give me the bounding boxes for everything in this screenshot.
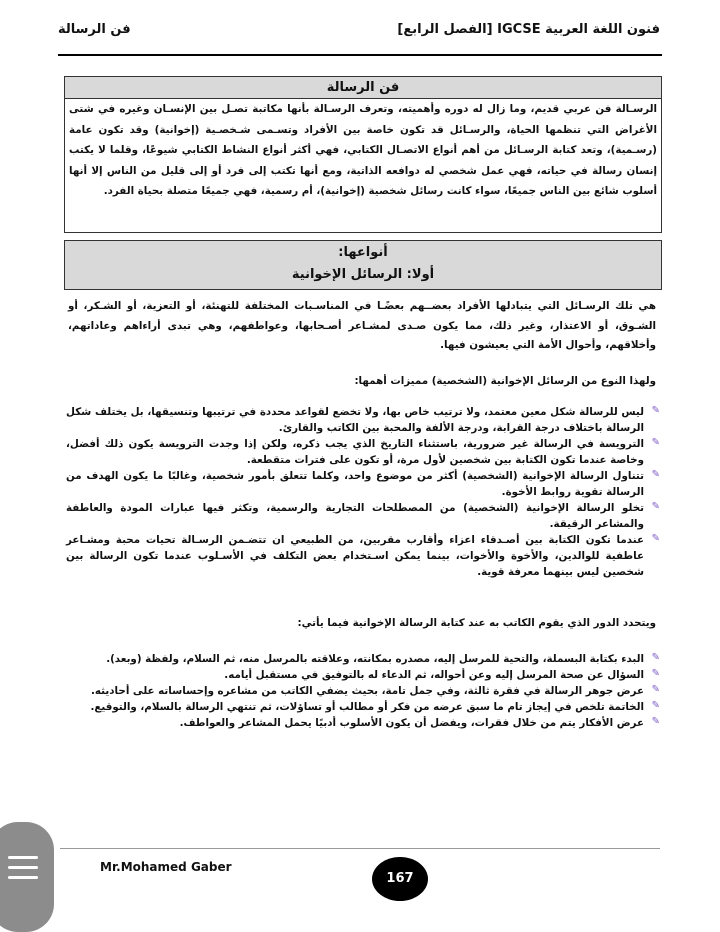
pen-bullet-icon: ✎ <box>651 405 660 416</box>
header-divider <box>58 54 662 56</box>
pen-bullet-icon: ✎ <box>651 469 660 480</box>
list-item-text: الخاتمة تلخص في إيجاز تام ما سبق عرضه من فكر أو مطالب أو تساؤلات، ثم تنتهي الرسالة بالسلام، والتوقيع. <box>90 701 644 713</box>
types-subheading: أولا: الرسائل الإخوانية <box>291 267 435 282</box>
list-item-text: تخلو الرسالة الإخوانية (الشخصية) من المصطلحات التجارية والرسمية، وتكثر فيها عبارات المودة والعاطفة والمشاعر الرقيقة. <box>66 502 644 530</box>
list-item-text: البدء بكتابة البسملة، والتحية للمرسل إليه، مصدره بمكانته، وعلاقته بالمرسل منه، ثم السلام، ولفظة (وبعد). <box>106 653 644 665</box>
pen-bullet-icon: ✎ <box>651 700 660 711</box>
footer-divider <box>60 848 660 849</box>
intro-box-body: الرسـالة فن عربي قديم، وما زال له دوره وأهميته، وتعرف الرسـالة بأنها مكاتبة تصـل بين الإنسـان وغيره في شتى الأغراض التي تنظمها الحياة، والرسـائل قد تكون خاصة بين الأفراد وتسـمى شـخصـية (إخوانية) وقد تكون عامة (رسـمية)، وتعد كتابة الرسـائل من أهم أنواع الاتصـال الكتابي، فهي أكثر أنواع النشاط الكتابي شيوعًا، وقلما لا يكتب إنسان رسالة في حياته، فهي عمل شخصي له دوافعه الذاتية، ومع أنها تكتب إلى فرد أو إلى قليل من الناس إلا أنها أسلوب شائع بين الناس جميعًا، سواء كانت رسائل شخصية (إخوانية)، أم رسمية، فهي جميعًا متصلة بحياة الفرد. <box>69 103 657 197</box>
pen-bullet-icon: ✎ <box>651 533 660 544</box>
list-item-text: ليس للرسالة شكل معين معتمد، ولا ترتيب خاص بها، ولا تخضع لقواعد محددة في ترتيبها وتنسيقها، بل يختلف شكل الرسالة باختلاف درجة القرابة، ودرجة الألفة والمحبة بين الكاتب والقارئ. <box>66 406 644 434</box>
list-item <box>66 436 660 468</box>
types-box <box>64 240 662 290</box>
list-item <box>66 667 660 683</box>
pen-bullet-icon: ✎ <box>651 652 660 663</box>
features-intro: ولهذا النوع من الرسائل الإخوانية (الشخصية) مميزات أهمها: <box>354 375 656 387</box>
pen-bullet-icon: ✎ <box>651 716 660 727</box>
list-item <box>66 715 660 731</box>
author-name: Mr.Mohamed Gaber <box>100 860 232 874</box>
list-item <box>66 468 660 500</box>
page-header <box>58 22 660 46</box>
list-item <box>66 651 660 667</box>
pen-bullet-icon: ✎ <box>651 501 660 512</box>
intro-box <box>64 76 662 233</box>
definition-paragraph: هي تلك الرسـائل التي يتبادلها الأفراد بعضــهم بعضًـا في المناسـبات المختلفة للتهنئة، أو التعزية، أو الشـكر، أو الشـوق، أو الاعتذار، وغير ذلك، مما يكون صـدى لمشـاعر أصـحابها، وعواطفهم، وهي تبدى أراءاهم وعاداتهم، وأخلاقهم، وأحوال الأمة التي يعيشون فيها. <box>68 300 656 351</box>
page-number-badge: 167 <box>372 857 428 901</box>
list-item <box>66 683 660 699</box>
pen-bullet-icon: ✎ <box>651 684 660 695</box>
intro-box-title: فن الرسالة <box>65 77 661 99</box>
book-title: فنون اللغة العربية IGCSE [الفصل الرابع] <box>397 22 660 37</box>
menu-tab[interactable] <box>0 822 54 932</box>
list-item-text: عرض الأفكار يتم من خلال فقرات، ويفضل أن يكون الأسلوب أدبيًا يحمل المشاعر والعواطف. <box>179 717 644 729</box>
list-item-text: تتناول الرسالة الإخوانية (الشخصية) أكثر من موضوع واحد، وكلما تتعلق بأمور شخصية، وغالبًا ما يكون الهدف من الرسالة تقوية روابط الأخوة. <box>66 470 644 498</box>
types-heading: أنواعها: <box>338 245 388 260</box>
list-item-text: عرض جوهر الرسالة في فقرة ثالثة، وفي جمل تامة، بحيث يضفي الكاتب من مشاعره وإحساساته على أحاديثه. <box>91 685 644 697</box>
features-list <box>66 404 660 580</box>
list-item <box>66 500 660 532</box>
pen-bullet-icon: ✎ <box>651 668 660 679</box>
list-item-text: السؤال عن صحة المرسل إليه وعن أحواله، ثم الدعاء له بالتوفيق في مستقبل أيامه. <box>224 669 644 681</box>
pen-bullet-icon: ✎ <box>651 437 660 448</box>
list-item <box>66 699 660 715</box>
list-item <box>66 404 660 436</box>
section-title: فن الرسالة <box>58 22 131 37</box>
roles-list <box>66 651 660 731</box>
list-item <box>66 532 660 580</box>
list-item-text: الترويسة في الرسالة غير ضرورية، باستثناء التاريخ الذي يجب ذكره، ولكن إذا وجدت الترويسة يكون ذلك أفضل، وخاصة عندما تكون الكتابة بين شخصين لأول مرة، أو تكون على فترات متقطعة. <box>66 438 644 466</box>
list-item-text: عندما تكون الكتابة بين أصـدقاء اعزاء وأقارب مقربين، من الطبيعي ان تتضـمن الرسـالة تحيات محبة ومشـاعر عاطفية للوالدين، والأخوة والأخوات، بينما يمكن اسـتخدام بعض التكلف في الأسـلوب عندما تكون الرسالة بين شخصين ليس بينهما معرفة قوية. <box>66 534 644 578</box>
role-intro: ويتحدد الدور الذي يقوم الكاتب به عند كتابة الرسالة الإخوانية فيما يأتي: <box>297 617 656 629</box>
